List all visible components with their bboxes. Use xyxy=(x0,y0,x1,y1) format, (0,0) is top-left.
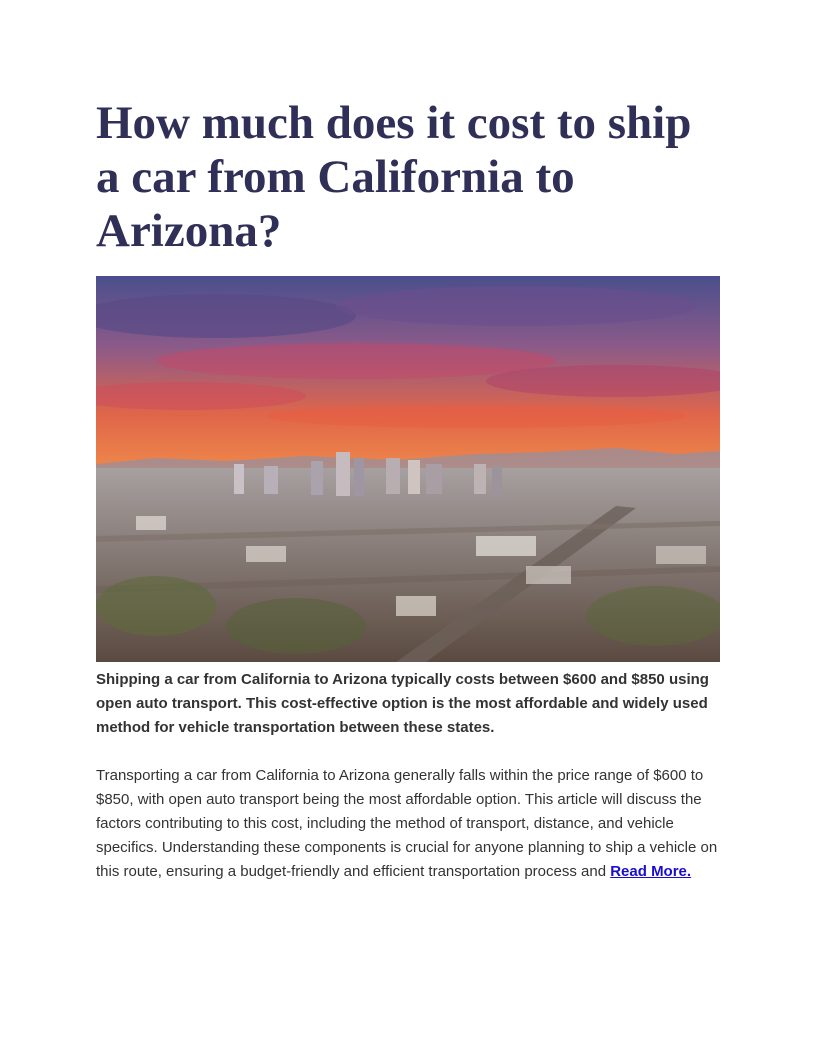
read-more-link[interactable]: Read More. xyxy=(610,863,692,880)
article-body-text: Transporting a car from California to Arizona generally falls within the price range of $600 to $850, with open auto transport being the most affordable option. This article will discuss the factors contributing to this cost, including the method of transport, distance, and vehicle specifics. Understanding these components is crucial for anyone planning to ship a vehicle on this route, ensuring a budget-friendly and efficient transportation process and xyxy=(96,767,718,880)
article-title: How much does it cost to ship a car from California to Arizona? xyxy=(96,97,692,257)
city-skyline-image xyxy=(96,276,720,662)
article xyxy=(96,96,720,884)
article-body xyxy=(96,764,720,884)
article-lead: Shipping a car from California to Arizona typically costs between $600 and $850 using open auto transport. This cost-effective option is the most affordable and widely used method for vehicle transportation between these states. xyxy=(96,671,709,736)
